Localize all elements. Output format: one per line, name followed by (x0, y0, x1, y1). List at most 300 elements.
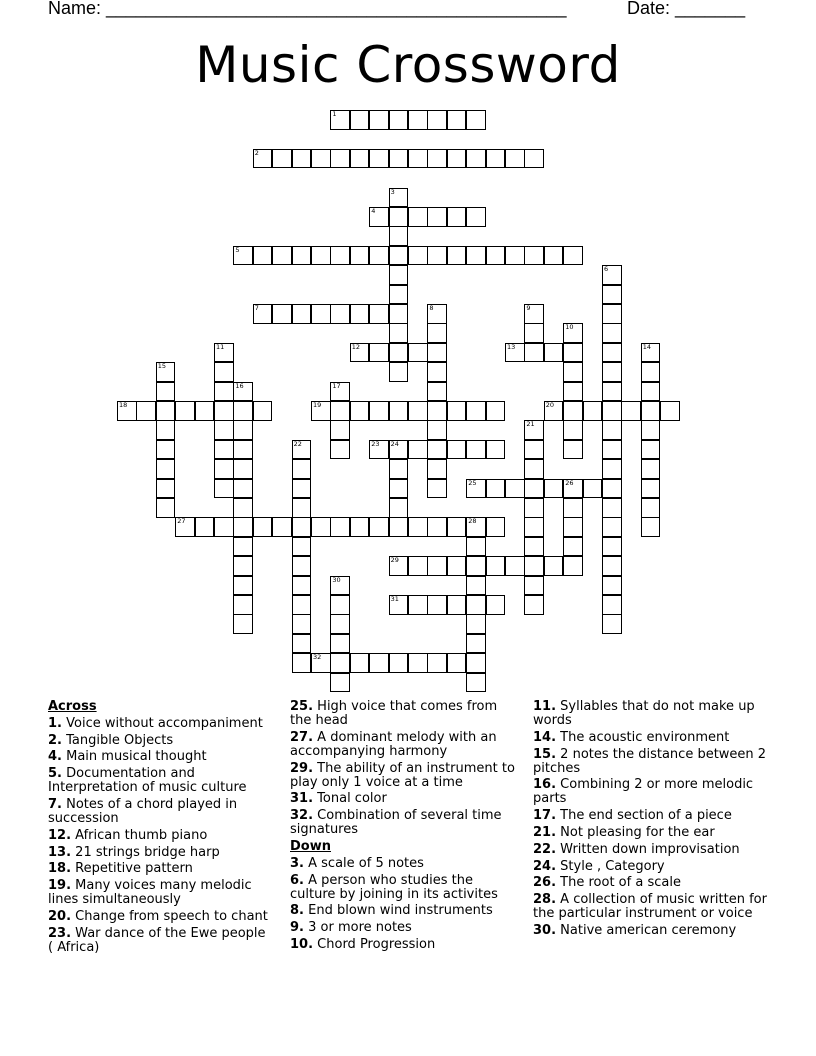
clue-number: 6 (604, 265, 609, 274)
grid-cell[interactable] (524, 440, 544, 460)
grid-cell[interactable] (389, 362, 409, 382)
grid-cell[interactable] (214, 401, 234, 421)
grid-cell[interactable] (292, 498, 312, 518)
grid-cell[interactable] (427, 207, 447, 227)
grid-cell[interactable] (427, 246, 447, 266)
clue-number: 13 (507, 342, 516, 351)
grid-cell[interactable] (486, 401, 506, 421)
grid-cell[interactable] (389, 110, 409, 130)
grid-cell[interactable] (602, 459, 622, 479)
grid-cell[interactable] (233, 420, 253, 440)
grid-cell[interactable] (369, 207, 389, 227)
grid-cell[interactable] (233, 459, 253, 479)
clue-number: 27 (177, 517, 186, 526)
grid-cell[interactable] (311, 304, 331, 324)
grid-cell[interactable] (427, 420, 447, 440)
grid-cell[interactable] (389, 304, 409, 324)
grid-cell[interactable] (330, 614, 350, 634)
clue-down: 21. Not pleasing for the ear (533, 824, 715, 840)
grid-cell[interactable] (330, 576, 350, 596)
grid-cell[interactable] (447, 246, 467, 266)
grid-cell[interactable] (292, 304, 312, 324)
grid-cell[interactable] (272, 246, 292, 266)
grid-cell[interactable] (466, 479, 486, 499)
grid-cell[interactable] (524, 246, 544, 266)
grid-cell[interactable] (660, 401, 680, 421)
grid-cell[interactable] (524, 498, 544, 518)
grid-cell[interactable] (389, 343, 409, 363)
grid-cell[interactable] (427, 343, 447, 363)
clue-down: 30. Native american ceremony (533, 922, 737, 938)
grid-cell[interactable] (233, 382, 253, 402)
grid-cell[interactable] (447, 556, 467, 576)
grid-cell[interactable] (369, 343, 389, 363)
grid-cell[interactable] (486, 595, 506, 615)
grid-cell[interactable] (350, 149, 370, 169)
grid-cell[interactable] (292, 246, 312, 266)
grid-cell[interactable] (524, 576, 544, 596)
grid-cell[interactable] (524, 149, 544, 169)
grid-cell[interactable] (389, 556, 409, 576)
grid-cell[interactable] (292, 556, 312, 576)
grid-cell[interactable] (641, 343, 661, 363)
grid-cell[interactable] (330, 634, 350, 654)
grid-cell[interactable] (602, 323, 622, 343)
grid-cell[interactable] (311, 653, 331, 673)
grid-cell[interactable] (233, 614, 253, 634)
clue-across: 23. War dance of the Ewe people ( Africa) (48, 925, 266, 955)
grid-cell[interactable] (427, 304, 447, 324)
clue-number: 10 (565, 323, 574, 332)
grid-cell[interactable] (408, 440, 428, 460)
grid-cell[interactable] (466, 537, 486, 557)
grid-cell[interactable] (408, 401, 428, 421)
name-field-label: Name: ______________________________________________ (48, 0, 567, 18)
grid-cell[interactable] (466, 673, 486, 693)
grid-cell[interactable] (641, 401, 661, 421)
clue-number: 23 (371, 439, 380, 448)
grid-cell[interactable] (602, 420, 622, 440)
grid-cell[interactable] (408, 517, 428, 537)
grid-cell[interactable] (214, 517, 234, 537)
grid-cell[interactable] (641, 498, 661, 518)
grid-cell[interactable] (427, 440, 447, 460)
grid-cell[interactable] (253, 149, 273, 169)
grid-cell[interactable] (330, 440, 350, 460)
grid-cell[interactable] (466, 595, 486, 615)
grid-cell[interactable] (389, 459, 409, 479)
grid-cell[interactable] (311, 246, 331, 266)
grid-cell[interactable] (233, 537, 253, 557)
grid-cell[interactable] (602, 382, 622, 402)
clue-across: 25. High voice that comes from the head (290, 699, 498, 728)
clue-down: 10. Chord Progression (290, 936, 436, 952)
grid-cell[interactable] (408, 556, 428, 576)
grid-cell[interactable] (350, 246, 370, 266)
grid-cell[interactable] (505, 343, 525, 363)
grid-cell[interactable] (408, 110, 428, 130)
grid-cell[interactable] (156, 440, 176, 460)
grid-cell[interactable] (563, 246, 583, 266)
grid-cell[interactable] (369, 440, 389, 460)
grid-cell[interactable] (272, 517, 292, 537)
grid-cell[interactable] (544, 343, 564, 363)
grid-cell[interactable] (330, 401, 350, 421)
grid-cell[interactable] (214, 459, 234, 479)
grid-cell[interactable] (447, 595, 467, 615)
grid-cell[interactable] (641, 459, 661, 479)
grid-cell[interactable] (466, 556, 486, 576)
grid-cell[interactable] (350, 653, 370, 673)
clue-across: 27. A dominant melody with an accompanying harmony (290, 729, 497, 759)
grid-cell[interactable] (389, 479, 409, 499)
grid-cell[interactable] (427, 479, 447, 499)
grid-cell[interactable] (156, 401, 176, 421)
clue-across: 13. 21 strings bridge harp (48, 844, 220, 860)
grid-cell[interactable] (524, 304, 544, 324)
grid-cell[interactable] (156, 498, 176, 518)
grid-cell[interactable] (544, 479, 564, 499)
clue-number: 8 (429, 304, 434, 312)
grid-cell[interactable] (311, 401, 331, 421)
grid-cell[interactable] (389, 285, 409, 305)
grid-cell[interactable] (602, 304, 622, 324)
clue-number: 20 (545, 401, 555, 409)
grid-cell[interactable] (602, 401, 622, 421)
clue-down: 6. A person who studies the culture by joining in its activites (290, 872, 498, 902)
grid-cell[interactable] (214, 440, 234, 460)
clue-down: 14. The acoustic environment (533, 729, 730, 745)
grid-cell[interactable] (369, 401, 389, 421)
grid-cell[interactable] (233, 440, 253, 460)
grid-cell[interactable] (233, 498, 253, 518)
grid-cell[interactable] (621, 401, 641, 421)
grid-cell[interactable] (602, 537, 622, 557)
grid-cell[interactable] (641, 440, 661, 460)
grid-cell[interactable] (195, 401, 215, 421)
clue-number: 21 (526, 420, 535, 429)
grid-cell[interactable] (350, 343, 370, 363)
grid-cell[interactable] (486, 517, 506, 537)
grid-cell[interactable] (195, 517, 215, 537)
grid-cell[interactable] (427, 149, 447, 169)
grid-cell[interactable] (214, 343, 234, 363)
grid-cell[interactable] (350, 517, 370, 537)
clue-down: 11. Syllables that do not make up words (533, 699, 755, 728)
grid-cell[interactable] (602, 362, 622, 382)
grid-cell[interactable] (427, 110, 447, 130)
grid-cell[interactable] (330, 246, 350, 266)
grid-cell[interactable] (214, 382, 234, 402)
grid-cell[interactable] (447, 653, 467, 673)
grid-cell[interactable] (602, 479, 622, 499)
clue-across: 4. Main musical thought (48, 749, 207, 765)
grid-cell[interactable] (466, 149, 486, 169)
clue-number: 2 (254, 148, 259, 157)
grid-cell[interactable] (466, 110, 486, 130)
grid-cell[interactable] (330, 304, 350, 324)
grid-cell[interactable] (233, 401, 253, 421)
grid-cell[interactable] (233, 576, 253, 596)
grid-cell[interactable] (524, 556, 544, 576)
grid-cell[interactable] (292, 634, 312, 654)
grid-cell[interactable] (524, 459, 544, 479)
grid-cell[interactable] (524, 595, 544, 615)
grid-cell[interactable] (563, 343, 583, 363)
grid-cell[interactable] (408, 595, 428, 615)
grid-cell[interactable] (563, 440, 583, 460)
grid-cell[interactable] (602, 517, 622, 537)
grid-cell[interactable] (427, 653, 447, 673)
grid-cell[interactable] (427, 401, 447, 421)
grid-cell[interactable] (292, 653, 312, 673)
clue-across: 29. The ability of an instrument to play only 1 voice at a time (290, 760, 515, 790)
clue-number: 11 (216, 342, 225, 351)
grid-cell[interactable] (389, 226, 409, 246)
grid-cell[interactable] (389, 323, 409, 343)
grid-cell[interactable] (233, 556, 253, 576)
grid-cell[interactable] (447, 110, 467, 130)
grid-cell[interactable] (466, 576, 486, 596)
grid-cell[interactable] (524, 517, 544, 537)
grid-cell[interactable] (408, 207, 428, 227)
grid-cell[interactable] (466, 653, 486, 673)
grid-cell[interactable] (447, 401, 467, 421)
grid-cell[interactable] (311, 517, 331, 537)
clue-number: 14 (642, 342, 652, 351)
grid-cell[interactable] (408, 149, 428, 169)
grid-cell[interactable] (447, 207, 467, 227)
grid-cell[interactable] (389, 401, 409, 421)
grid-cell[interactable] (214, 420, 234, 440)
grid-cell[interactable] (253, 304, 273, 324)
grid-cell[interactable] (466, 634, 486, 654)
grid-cell[interactable] (427, 517, 447, 537)
grid-cell[interactable] (156, 459, 176, 479)
grid-cell[interactable] (563, 401, 583, 421)
grid-cell[interactable] (292, 149, 312, 169)
grid-cell[interactable] (330, 110, 350, 130)
grid-cell[interactable] (389, 595, 409, 615)
grid-cell[interactable] (233, 595, 253, 615)
grid-cell[interactable] (602, 265, 622, 285)
grid-cell[interactable] (602, 285, 622, 305)
grid-cell[interactable] (389, 188, 409, 208)
grid-cell[interactable] (389, 207, 409, 227)
grid-cell[interactable] (233, 517, 253, 537)
grid-cell[interactable] (563, 382, 583, 402)
grid-cell[interactable] (136, 401, 156, 421)
clue-number: 31 (390, 595, 399, 603)
grid-cell[interactable] (563, 323, 583, 343)
grid-cell[interactable] (389, 653, 409, 673)
grid-cell[interactable] (641, 382, 661, 402)
grid-cell[interactable] (486, 556, 506, 576)
grid-cell[interactable] (389, 149, 409, 169)
grid-cell[interactable] (505, 556, 525, 576)
grid-cell[interactable] (292, 479, 312, 499)
clue-across: 18. Repetitive pattern (48, 861, 193, 877)
clue-across: 5. Documentation and Interpretation of music culture (48, 766, 247, 796)
grid-cell[interactable] (272, 304, 292, 324)
clue-across: 12. African thumb piano (48, 827, 208, 843)
clue-down: 26. The root of a scale (533, 875, 681, 891)
grid-cell[interactable] (117, 401, 137, 421)
grid-cell[interactable] (602, 595, 622, 615)
clue-down: 28. A collection of music written for the particular instrument or voice (533, 892, 767, 922)
grid-cell[interactable] (466, 517, 486, 537)
grid-cell[interactable] (486, 246, 506, 266)
grid-cell[interactable] (427, 459, 447, 479)
grid-cell[interactable] (563, 517, 583, 537)
grid-cell[interactable] (524, 323, 544, 343)
grid-cell[interactable] (544, 556, 564, 576)
grid-cell[interactable] (563, 498, 583, 518)
grid-cell[interactable] (408, 343, 428, 363)
grid-cell[interactable] (524, 343, 544, 363)
grid-cell[interactable] (583, 479, 603, 499)
clue-number: 12 (351, 342, 361, 351)
grid-cell[interactable] (253, 246, 273, 266)
grid-cell[interactable] (427, 323, 447, 343)
grid-cell[interactable] (156, 362, 176, 382)
grid-cell[interactable] (369, 517, 389, 537)
clue-number: 24 (390, 439, 399, 448)
grid-cell[interactable] (563, 362, 583, 382)
grid-cell[interactable] (427, 362, 447, 382)
grid-cell[interactable] (292, 537, 312, 557)
clue-number: 3 (390, 187, 395, 196)
grid-cell[interactable] (156, 479, 176, 499)
grid-cell[interactable] (524, 479, 544, 499)
grid-cell[interactable] (466, 207, 486, 227)
grid-cell[interactable] (350, 110, 370, 130)
grid-cell[interactable] (427, 595, 447, 615)
grid-cell[interactable] (641, 420, 661, 440)
grid-cell[interactable] (524, 537, 544, 557)
grid-cell[interactable] (447, 440, 467, 460)
grid-cell[interactable] (369, 110, 389, 130)
grid-cell[interactable] (408, 246, 428, 266)
grid-cell[interactable] (505, 479, 525, 499)
grid-cell[interactable] (292, 440, 312, 460)
grid-cell[interactable] (602, 576, 622, 596)
grid-cell[interactable] (505, 246, 525, 266)
grid-cell[interactable] (447, 149, 467, 169)
grid-cell[interactable] (466, 246, 486, 266)
clue-down: 16. Combining 2 or more melodic parts (533, 777, 754, 807)
grid-cell[interactable] (563, 556, 583, 576)
clue-number: 28 (468, 517, 477, 526)
clue-number: 17 (332, 381, 341, 390)
grid-cell[interactable] (330, 420, 350, 440)
clue-number: 18 (119, 401, 128, 409)
grid-cell[interactable] (641, 479, 661, 499)
grid-cell[interactable] (272, 149, 292, 169)
clue-column-2 (290, 700, 522, 955)
grid-cell[interactable] (233, 246, 253, 266)
grid-cell[interactable] (641, 362, 661, 382)
grid-cell[interactable] (330, 653, 350, 673)
clue-down: 8. End blown wind instruments (290, 903, 493, 919)
grid-cell[interactable] (369, 246, 389, 266)
grid-cell[interactable] (350, 401, 370, 421)
clue-across: 2. Tangible Objects (48, 732, 174, 748)
grid-cell[interactable] (466, 440, 486, 460)
grid-cell[interactable] (292, 459, 312, 479)
date-field-label: Date: _______ (627, 0, 746, 18)
grid-cell[interactable] (253, 517, 273, 537)
grid-cell[interactable] (602, 614, 622, 634)
grid-cell[interactable] (369, 149, 389, 169)
grid-cell[interactable] (330, 382, 350, 402)
grid-cell[interactable] (214, 362, 234, 382)
grid-cell[interactable] (389, 517, 409, 537)
grid-cell[interactable] (292, 614, 312, 634)
grid-cell[interactable] (389, 246, 409, 266)
grid-cell[interactable] (602, 343, 622, 363)
grid-cell[interactable] (408, 653, 428, 673)
grid-cell[interactable] (330, 673, 350, 693)
grid-cell[interactable] (369, 653, 389, 673)
grid-cell[interactable] (447, 517, 467, 537)
across-heading: Across (48, 699, 97, 714)
grid-cell[interactable] (524, 420, 544, 440)
grid-cell[interactable] (544, 401, 564, 421)
grid-cell[interactable] (369, 304, 389, 324)
grid-cell[interactable] (292, 595, 312, 615)
grid-cell[interactable] (602, 556, 622, 576)
grid-cell[interactable] (641, 517, 661, 537)
grid-cell[interactable] (175, 517, 195, 537)
grid-cell[interactable] (389, 440, 409, 460)
grid-cell[interactable] (602, 498, 622, 518)
grid-cell[interactable] (156, 420, 176, 440)
grid-cell[interactable] (583, 401, 603, 421)
grid-cell[interactable] (505, 149, 525, 169)
grid-cell[interactable] (292, 517, 312, 537)
grid-cell[interactable] (233, 479, 253, 499)
clue-across: 32. Combination of several time signatures (290, 808, 502, 838)
grid-cell[interactable] (486, 440, 506, 460)
grid-cell[interactable] (311, 149, 331, 169)
grid-cell[interactable] (486, 479, 506, 499)
grid-cell[interactable] (389, 265, 409, 285)
grid-cell[interactable] (563, 420, 583, 440)
grid-cell[interactable] (175, 401, 195, 421)
grid-cell[interactable] (350, 304, 370, 324)
grid-cell[interactable] (486, 149, 506, 169)
grid-cell[interactable] (466, 614, 486, 634)
grid-cell[interactable] (330, 517, 350, 537)
grid-cell[interactable] (563, 537, 583, 557)
grid-cell[interactable] (544, 246, 564, 266)
grid-cell[interactable] (292, 576, 312, 596)
clue-number: 30 (332, 575, 341, 584)
grid-cell[interactable] (330, 149, 350, 169)
grid-cell[interactable] (214, 479, 234, 499)
grid-cell[interactable] (427, 382, 447, 402)
grid-cell[interactable] (253, 401, 273, 421)
grid-cell[interactable] (563, 479, 583, 499)
clue-across: 1. Voice without accompaniment (48, 715, 263, 731)
grid-cell[interactable] (427, 556, 447, 576)
grid-cell[interactable] (602, 440, 622, 460)
grid-cell[interactable] (156, 382, 176, 402)
grid-cell[interactable] (330, 595, 350, 615)
grid-cell[interactable] (466, 401, 486, 421)
grid-cell[interactable] (389, 498, 409, 518)
